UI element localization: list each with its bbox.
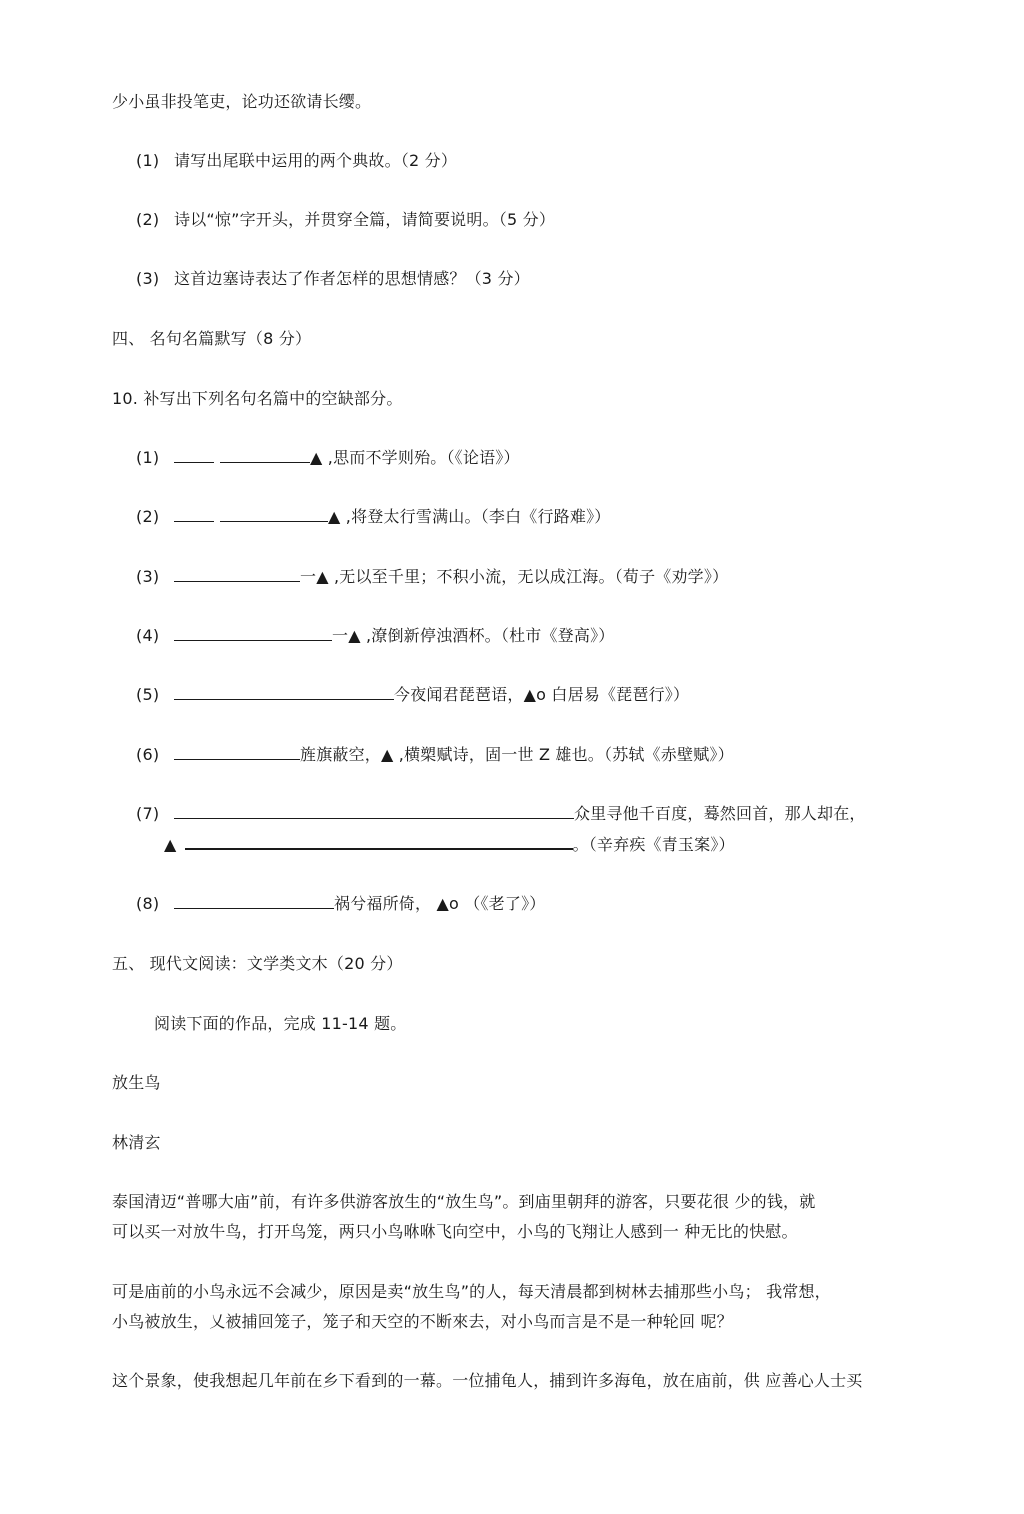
- item-text: ▲ ,思而不学则殆。（《论语》）: [310, 448, 520, 467]
- question-number: (1): [136, 151, 160, 170]
- paragraph-2-line-2: 小鸟被放生，乂被捕回笼子，笼子和天空的不断來去，对小鸟而言是不是一种轮回 呢？: [112, 1312, 733, 1331]
- article-author: 林清玄: [112, 1133, 161, 1152]
- paragraph-2-line-1: 可是庙前的小鸟永远不会减少，原因是卖“放生鸟”的人，每天清晨都到树林去捕那些小鸟； 我常想，: [112, 1282, 831, 1301]
- answer-blank[interactable]: [174, 687, 394, 700]
- fill-item-3: [136, 567, 728, 587]
- item-text: 众里寻他千百度，蓦然回首，那人却在，: [574, 804, 866, 823]
- answer-marker: ▲: [164, 835, 177, 854]
- section4-heading: 四、 名句名篇默写（8 分）: [112, 329, 312, 348]
- answer-blank[interactable]: [174, 628, 332, 641]
- item-number: (4): [136, 626, 160, 645]
- item-text: 今夜闻君琵琶语，▲o 白居易《琵琶行》）: [394, 685, 690, 704]
- question-number: (2): [136, 210, 160, 229]
- poem-tail-line: 少小虽非投笔吏，论功还欲请长缨。: [112, 92, 372, 111]
- item-number: (6): [136, 745, 160, 764]
- item-text: 一▲ ,潦倒新停浊酒杯。（杜市《登高》）: [332, 626, 615, 645]
- poem-question-3: [136, 269, 530, 289]
- poem-question-1: [136, 151, 457, 171]
- item-number: (3): [136, 567, 160, 586]
- answer-blank[interactable]: [220, 509, 328, 522]
- answer-blank[interactable]: [174, 509, 214, 522]
- answer-blank[interactable]: [174, 806, 574, 819]
- answer-blank[interactable]: [174, 569, 300, 582]
- fill-item-8: [136, 894, 545, 914]
- item-number: (8): [136, 894, 160, 913]
- item-number: (5): [136, 685, 160, 704]
- answer-blank[interactable]: [185, 836, 573, 850]
- item-text: 祸兮福所倚， ▲o （《老了》）: [334, 894, 546, 913]
- fill-item-1: [136, 448, 520, 468]
- paragraph-1-line-2: 可以买一对放牛鸟，打开鸟笼，两只小鸟咻咻飞向空中，小鸟的飞翔让人感到一 种无比的快慰。: [112, 1222, 798, 1241]
- answer-blank[interactable]: [220, 450, 310, 463]
- item-number: (1): [136, 448, 160, 467]
- reading-instruction: 阅读下面的作品，完成 11-14 题。: [154, 1014, 407, 1033]
- item-text: ▲ ,将登太行雪满山。（李白《行路难》）: [328, 507, 611, 526]
- fill-item-7-continued: [164, 835, 735, 855]
- item-text: 旌旗蔽空，▲ ,横槊赋诗，固一世 Z 雄也。（苏轼《赤壁赋》）: [300, 745, 734, 764]
- answer-blank[interactable]: [174, 450, 214, 463]
- question-text: 这首边塞诗表达了作者怎样的思想情感？（3 分）: [174, 269, 530, 288]
- section5-heading: 五、 现代文阅读：文学类文木（20 分）: [112, 954, 403, 973]
- fill-item-4: [136, 626, 614, 646]
- question10-prompt: 10. 补写出下列名句名篇中的空缺部分。: [112, 389, 403, 408]
- article-title: 放生鸟: [112, 1073, 161, 1092]
- paragraph-3-line-1: 这个景象，使我想起几年前在乡下看到的一幕。一位捕龟人，捕到许多海龟，放在庙前，供 应善心人士买: [112, 1371, 863, 1390]
- answer-blank[interactable]: [174, 747, 300, 760]
- question-text: 请写出尾联中运用的两个典故。（2 分）: [174, 151, 458, 170]
- item-text: 一▲ ,无以至千里；不积小流，无以成江海。（荀子《劝学》）: [300, 567, 729, 586]
- item-number: (2): [136, 507, 160, 526]
- question-text: 诗以“惊”字开头，并贯穿全篇，请简要说明。（5 分）: [174, 210, 556, 229]
- fill-item-7: [136, 804, 866, 824]
- item-number: (7): [136, 804, 160, 823]
- fill-item-5: [136, 685, 689, 705]
- paragraph-1-line-1: 泰国清迈“普哪大庙”前，有许多供游客放生的“放生鸟”。到庙里朝拜的游客，只要花很 少的钱，就: [112, 1192, 816, 1211]
- fill-item-2: [136, 507, 610, 527]
- poem-question-2: [136, 210, 555, 230]
- item-text: 。（辛弃疾《青玉案》）: [572, 835, 735, 854]
- fill-item-6: [136, 745, 734, 765]
- answer-blank[interactable]: [174, 896, 334, 909]
- question-number: (3): [136, 269, 160, 288]
